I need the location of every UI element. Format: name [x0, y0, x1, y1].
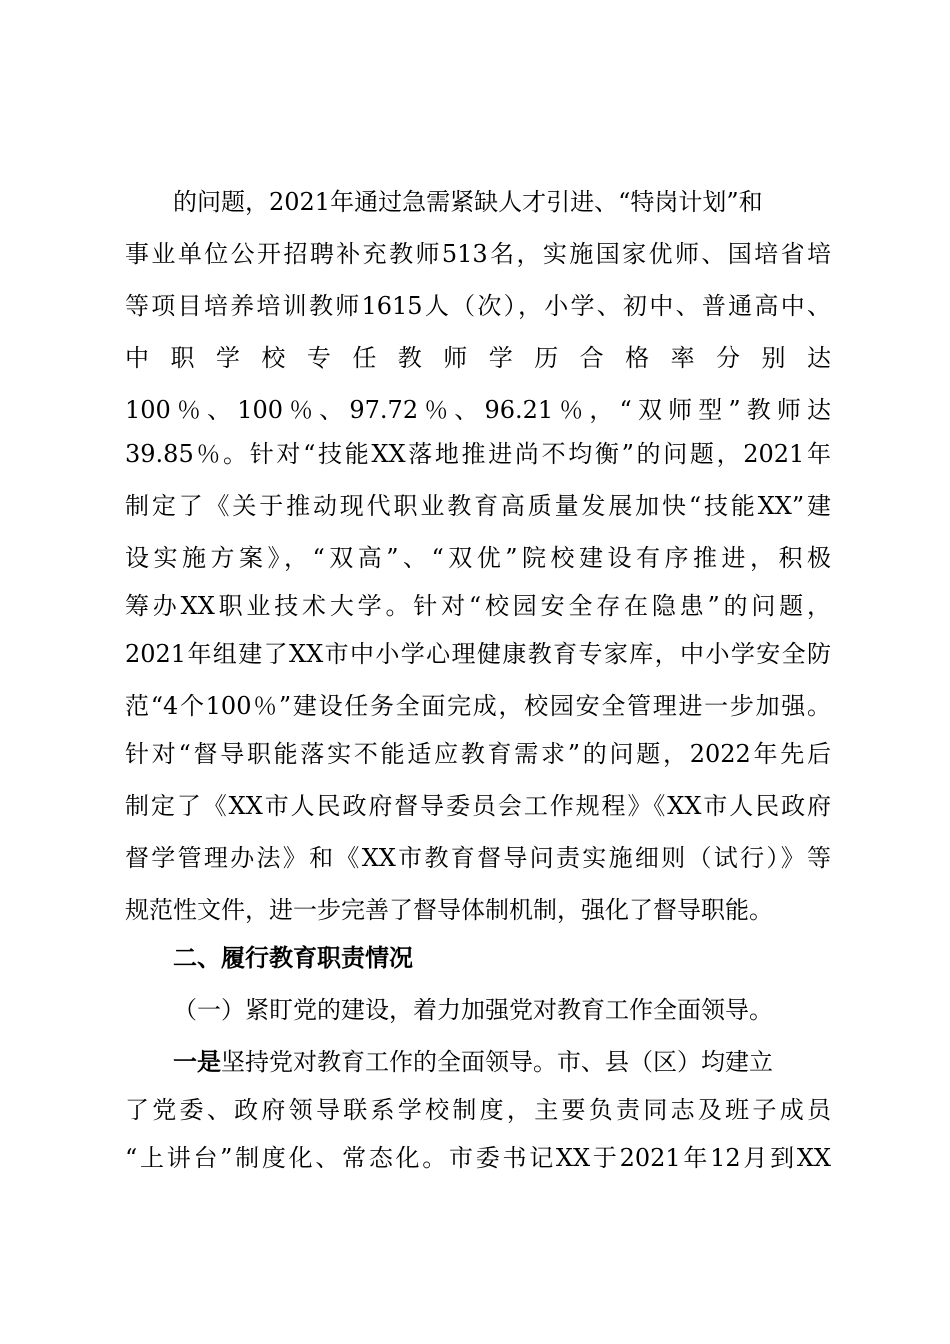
- paragraph-1-line-15: 规范性文件，进一步完善了督导体制机制，强化了督导职能。: [125, 896, 773, 924]
- paragraph-2-lead: 一是: [173, 1048, 221, 1076]
- paragraph-1-line-5: 100％、100％、97.72％、96.21％，“双师型”教师达: [125, 396, 831, 424]
- subsection-heading: （一）紧盯党的建设，着力加强党对教育工作全面领导。: [173, 996, 773, 1024]
- section-heading: 二、履行教育职责情况: [173, 944, 413, 972]
- paragraph-1-line-4: 中 职 学 校 专 任 教 师 学 历 合 格 率 分 别 达: [125, 344, 831, 372]
- paragraph-1-line-13: 制定了《XX市人民政府督导委员会工作规程》《XX市人民政府: [125, 792, 831, 820]
- paragraph-1-line-10: 2021年组建了XX市中小学心理健康教育专家库，中小学安全防: [125, 640, 831, 668]
- paragraph-2-line-2: 了党委、政府领导联系学校制度，主要负责同志及班子成员: [125, 1096, 831, 1124]
- paragraph-1-line-9: 筹办XX职业技术大学。针对“校园安全存在隐患”的问题，: [125, 592, 831, 620]
- paragraph-1-line-7: 制定了《关于推动现代职业教育高质量发展加快“技能XX”建: [125, 492, 831, 520]
- paragraph-1-line-2: 事业单位公开招聘补充教师513名，实施国家优师、国培省培: [125, 240, 831, 268]
- paragraph-1-line-3: 等项目培养培训教师1615人（次），小学、初中、普通高中、: [125, 292, 831, 320]
- paragraph-1-line-6: 39.85％。针对“技能XX落地推进尚不均衡”的问题，2021年: [125, 440, 831, 468]
- paragraph-1-line-12: 针对“督导职能落实不能适应教育需求”的问题，2022年先后: [125, 740, 831, 768]
- paragraph-1-line-1: 的问题，2021年通过急需紧缺人才引进、“特岗计划”和: [173, 188, 763, 216]
- paragraph-1-line-8: 设实施方案》，“双高”、“双优”院校建设有序推进，积极: [125, 544, 831, 572]
- paragraph-2-line-1-text: 坚持党对教育工作的全面领导。市、县（区）均建立: [221, 1048, 773, 1076]
- paragraph-2-line-1: [173, 1044, 831, 1080]
- paragraph-1-line-14: 督学管理办法》和《XX市教育督导问责实施细则（试行）》等: [125, 844, 831, 872]
- paragraph-1-line-11: 范“4个100％”建设任务全面完成，校园安全管理进一步加强。: [125, 692, 831, 720]
- paragraph-2-line-3: “上讲台”制度化、常态化。市委书记XX于2021年12月到XX: [125, 1144, 831, 1172]
